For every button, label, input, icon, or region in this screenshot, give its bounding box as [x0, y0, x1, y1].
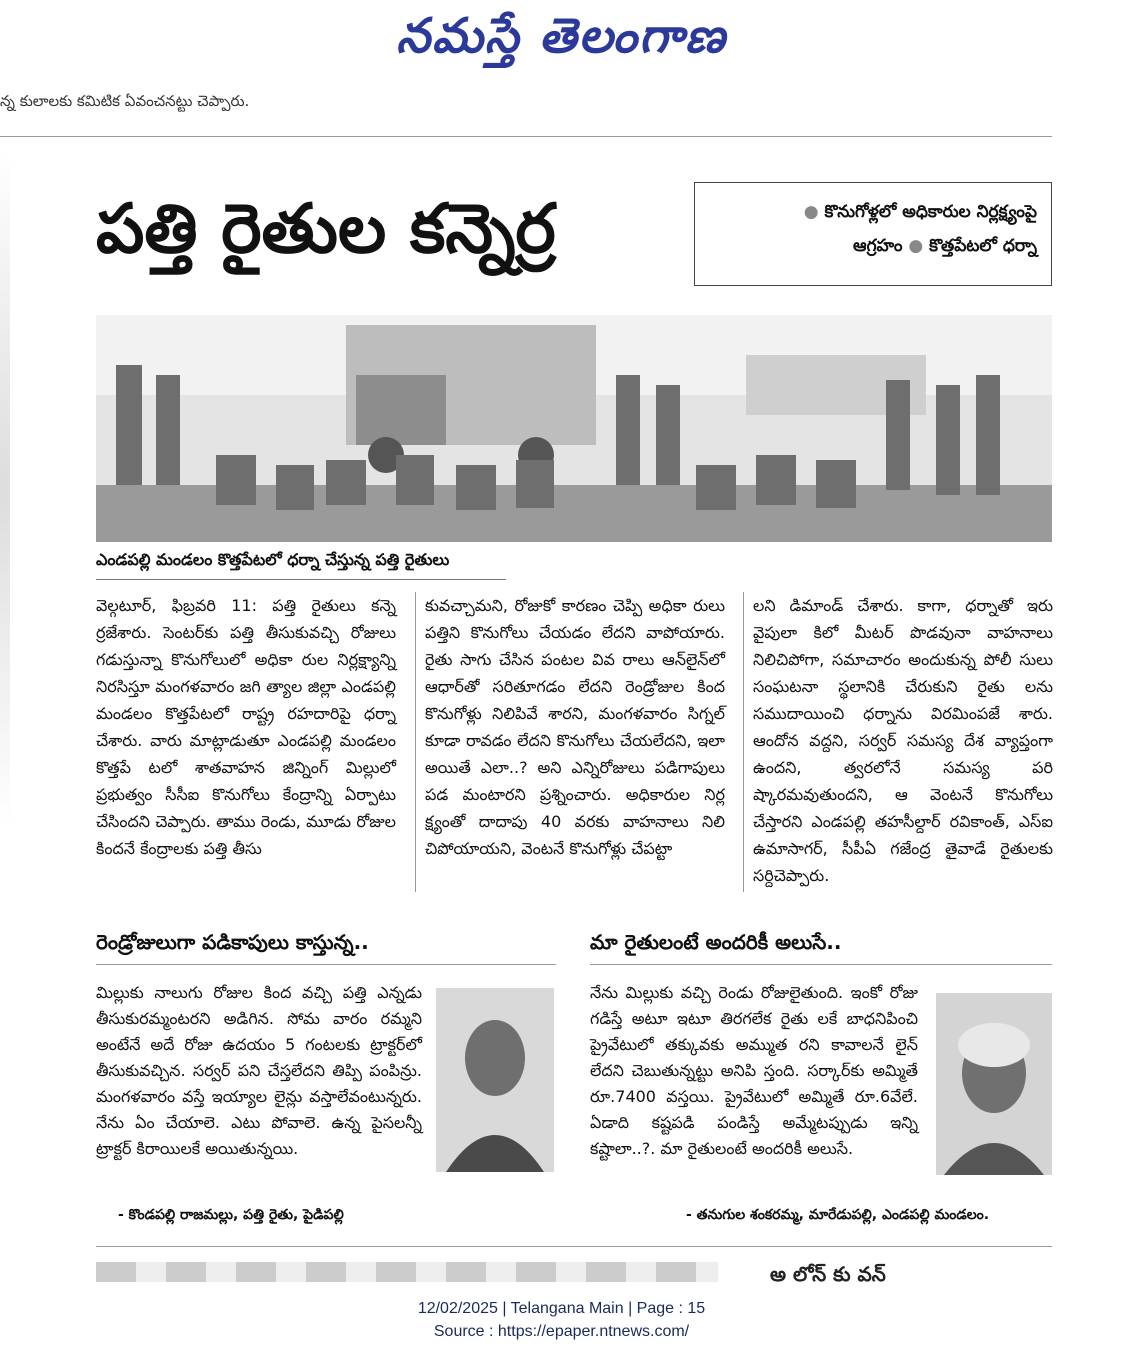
farmer-portrait-woman	[936, 993, 1052, 1175]
previous-article-clip: న్న కులాలకు కమిటిక ఏవంచనట్టు చెప్పారు.	[0, 92, 250, 110]
article-column-3: లని డిమాండ్ చేశారు. కాగా, ధర్నాతో ఇరు వైపులా కిలో మీటర్ పొడవునా వాహనాలు నిలిచిపోగా, సమాచారం అందుకున్న పోలీ సులు సంఘటనా స్థలానికి చేరుకుని రైతు లను సముదాయించి ధర్నాను విరమింపజే శారు. ఆందోన వద్దని, సర్వర్ సమస్య దేశ వ్యాప్తంగా ఉందని, త్వరలోనే సమస్య పరి ష్కారమవుతుందని, ఆ వెంటనే కొనుగోలు చేస్తారని ఎండపల్లి తహసీల్దార్ రవికాంత్, ఎస్ఐ ఉమాసాగర్, సీపీఏ గజేంద్ర తైవాడే రైతులకు సర్దిచెప్పారు.	[753, 596, 1053, 885]
next-article-photo-edge	[96, 1262, 718, 1282]
article-column-2: కువచ్చామని, రోజుకో కారణం చెప్పి అధికా రులు పత్తిని కొనుగోలు చేయడం లేదని వాపోయారు. రైతు సాగు చేసిన పంటల వివ రాలు ఆన్‌లైన్‌లో ఆధార్‌తో సరితూగడం లేదని రెండ్రోజుల కింద కొనుగోళ్లు నిలిపివే శారని, మంగళవారం సిగ్నల్ కూడా రావడం లేదని కొనుగోలు చేయలేదని, ఇలా అయితే ఎలా..? అని ఎన్నిరోజులు పడిగాపులు పడ మంటారని ప్రశ్నించారు. అధికారుల నిర్ల క్ష్యంతో దాదాపు 40 వరకు వాహనాలు నిలి చిపోయాయని, వెంటనే కొనుగోళ్లు చేపట్టా	[425, 596, 725, 858]
masthead-logo: నమస్తే తెలంగాణ	[396, 8, 727, 64]
top-divider	[0, 136, 1052, 137]
left-box-quote: మిల్లుకు నాలుగు రోజుల కింద వచ్చి పత్తి ఎన్నడు తీసుకురమ్మంటరని అడిగిన. సోమ వారం రమ్మని అంటేనే అదే రోజు ఉదయం 5 గంటలకు ట్రాక్టర్‌లో తీసుకువచ్చిన. సర్వర్ పని చేస్తలేదని తిప్పి పంపిన్రు. మంగళవారం వస్తే ఇయ్యాల లైన్లు వస్తాలేవంటున్నరు. నేను ఏం చేయాలె. ఎటు పోవాలె. ఉన్న పైసలన్నీ ట్రాక్టర్ కిరాయిలకే అయితున్నయి.	[96, 983, 422, 1158]
kicker-line-2a: ఆగ్రహం	[853, 236, 903, 256]
protest-photo-illustration	[96, 315, 1052, 542]
protest-photo	[96, 315, 1052, 542]
bullet-icon: ●	[803, 202, 825, 222]
photo-caption: ఎండపల్లి మండలం కొత్తపేటలో ధర్నా చేస్తున్న పత్తి రైతులు	[96, 550, 506, 580]
footer-source-link[interactable]: Source : https://epaper.ntnews.com/	[433, 1323, 690, 1340]
right-box-title-underline	[590, 964, 1052, 965]
column-divider	[415, 592, 416, 892]
left-box-title-underline	[96, 964, 556, 965]
adjacent-page-strip	[0, 150, 10, 1280]
right-box-quote: నేను మిల్లుకు వచ్చి రెండు రోజులైతుంది. ఇంకో రోజు గడిస్తే అటూ ఇటూ తిరగలేక రైతు లకే బాధనిపించి ప్రైవేటులో తక్కువకు అమ్ముత రని కావాలనే లైన్ లేదని చెబుతున్నట్టు అనిపి స్తంది. సర్కార్‌కు అమ్మితే రూ.7400 వస్తయి. ప్రైవేటులో అమ్మితే రూ.6వేలే. ఏడాది కష్టపడి పండిస్తే అమ్మేటప్పుడు ఇన్ని కష్టాలా..?. మా రైతులంటే అందరికీ అలుసే.	[590, 983, 918, 1158]
headline-kicker-box	[694, 182, 1052, 286]
farmer-portrait-man	[436, 988, 554, 1172]
kicker-line-1: కొనుగోళ్లలో అధికారుల నిర్లక్ష్యంపై	[824, 202, 1037, 222]
bottom-divider	[96, 1246, 1052, 1247]
next-article-headline-edge: అ లోన్ కు వన్	[770, 1262, 886, 1286]
footer-date-edition: 12/02/2025 | Telangana Main | Page : 15	[417, 1300, 706, 1317]
article-column-1: వెల్గటూర్, ఫిబ్రవరి 11: పత్తి రైతులు కన్నె ర్రజేశారు. సెంటర్‌కు పత్తి తీసుకువచ్చి రోజులు గడుస్తున్నా కొనుగోలులో అధికా రుల నిర్లక్ష్యాన్ని నిరసిస్తూ మంగళవారం జగి త్యాల జిల్లా ఎండపల్లి మండలం కొత్తపేటలో రాష్ట్ర రహదారిపై ధర్నా చేశారు. వారు మాట్లాడుతూ ఎండపల్లి మండలం కొత్తపే టలో శాతవాహన జిన్నింగ్ మిల్లులో ప్రభుత్వం సీసీఐ కొనుగోలు కేంద్రాన్ని ఏర్పాటు చేసిందని చెప్పారు. తాము రెండు, మూడు రోజుల కిందనే కేంద్రాలకు పత్తి తీసు	[96, 596, 396, 858]
right-box-credit: - తనుగుల శంకరమ్మ, మారేడుపల్లి, ఎండపల్లి మండలం.	[686, 1207, 990, 1223]
article-headline: పత్తి రైతుల కన్నెర్ర	[96, 190, 556, 269]
right-box-title: మా రైతులంటే అందరికీ అలుసే..	[590, 930, 842, 954]
bullet-icon: ●	[908, 236, 930, 256]
kicker-line-2b: కొత్తపేటలో ధర్నా	[929, 236, 1037, 256]
column-divider	[743, 592, 744, 892]
left-box-title: రెండ్రోజులుగా పడికాపులు కాస్తున్న..	[96, 930, 369, 954]
left-box-credit: - కొండపల్లి రాజమల్లు, పత్తి రైతు, పైడిపల్లి	[118, 1207, 344, 1223]
